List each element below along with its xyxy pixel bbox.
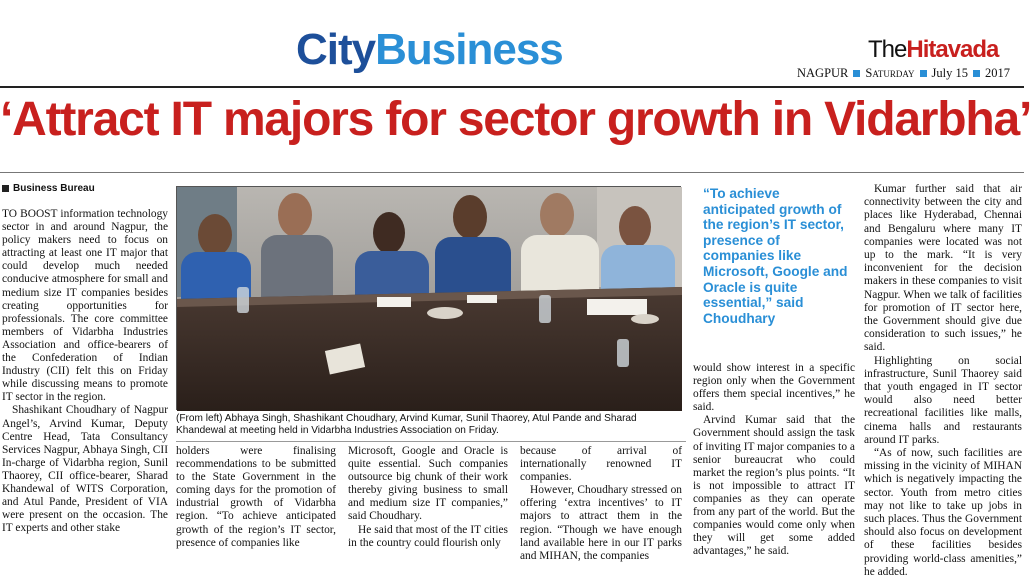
- paragraph: holders were finalising recommendations to be submitted to the State Government in the coming days for the promotion of industrial growth of Vidarbha region. “To achieve anticipated growth of the region’s IT sector, presence of companies like: [176, 445, 336, 549]
- paragraph: TO BOOST information technology sector in and around Nagpur, the policy makers need to focus on attracting at least one IT major that could develop much needed conducive atmosphere for small and medium size IT companies besides creating opportunities for professionals. The core committee members of Vidarbha Industries Association and office-bearers of the Confederation of Indian Industry (CII) felt this on Friday while discussing means to promote IT sector in the region.: [2, 208, 168, 404]
- meeting-photo: [176, 186, 681, 410]
- article-column-6: [864, 183, 1022, 579]
- dateline: [797, 66, 1010, 81]
- paragraph: “As of now, such facilities are missing in the vicinity of MIHAN which is negatively impacting the sector. Youth from metro cities may not like to take up jobs in such places. Thus the Government should also focus on development of these facilities besides providing world-class amenities,” he added.: [864, 447, 1022, 578]
- paragraph: Kumar further said that air connectivity between the city and places like Hyderabad, Chennai and Bengaluru where many IT companies were located was not up to the mark. “It is very inconvenient for the decision makers in these companies to visit Nagpur. When we talk of facilities for promotion of IT sector here, the Government should give due consideration to such issues,” he said.: [864, 183, 1022, 354]
- paragraph: Shashikant Choudhary of Nagpur Angel’s, Arvind Kumar, Deputy Centre Head, Tata Consultancy Services Nagpur, Abhaya Singh, CII In-charge of Vidarbha region, Sunil Thaorey, CII office-bearer, Sharad Khandewal of WITS Corporation, and Atul Pande, President of VIA were present on the occasion. The IT experts and other stake: [2, 404, 168, 535]
- article-column-4: [520, 445, 682, 563]
- paragraph: would show interest in a specific region only when the Government offers them special incentives,” he said.: [693, 362, 855, 414]
- article-column-5: [693, 362, 855, 558]
- square-bullet-icon: [920, 70, 927, 77]
- photo-caption: (From left) Abhaya Singh, Shashikant Choudhary, Arvind Kumar, Sunil Thaorey, Atul Pande and Sharad Khandewal at meeting held in Vidarbha Industries Association on Friday.: [176, 413, 637, 437]
- paragraph: He said that most of the IT cities in the country could flourish only: [348, 523, 508, 549]
- paragraph: Highlighting on social infrastructure, Sunil Thaorey said that youth engaged in IT sector would also need better recreational facilities like malls, cinema halls and restaurants around IT parks.: [864, 354, 1022, 446]
- square-bullet-icon: [2, 185, 9, 192]
- article-column-3: [348, 445, 508, 550]
- dateline-day: Saturday: [865, 66, 915, 80]
- newspaper-logo: TheHitavada: [868, 36, 999, 63]
- square-bullet-icon: [973, 70, 980, 77]
- dateline-city: NAGPUR: [797, 66, 849, 80]
- dateline-year: 2017: [985, 66, 1011, 80]
- paragraph: However, Choudhary stressed on offering ‘extra incentives’ to IT majors to attract them in the region. “Though we have enough land available here in our IT parks and MIHAN, the companies: [520, 484, 682, 562]
- article-headline: ‘Attract IT majors for sector growth in Vidarbha’: [0, 93, 1031, 146]
- section-title: CityBusiness: [296, 25, 563, 74]
- pull-quote: “To achieve anticipated growth of the region’s IT sector, presence of companies like Microsoft, Google and Oracle is quite essential,” said Choudhary: [703, 186, 848, 326]
- article-column-1: [2, 208, 168, 535]
- caption-rule: [176, 441, 686, 442]
- headline-rule: [0, 172, 1024, 173]
- paragraph: Arvind Kumar said that the Government should assign the task of inviting IT major companies to a senior bureaucrat who could market the region’s plus points. “It is not impossible to attract IT companies as they can operate from any part of the world. But the companies would come only when they will get some added advantages,” he said.: [693, 414, 855, 558]
- square-bullet-icon: [853, 70, 860, 77]
- paragraph: because of arrival of internationally renowned IT companies.: [520, 445, 682, 484]
- paragraph: Microsoft, Google and Oracle is quite essential. Such companies outsource big chunk of their work thereby giving business to small and medium size IT companies,” said Choudhary.: [348, 445, 508, 523]
- masthead: [0, 0, 1024, 88]
- masthead-rule: [0, 86, 1024, 88]
- article-column-2: [176, 445, 336, 550]
- dateline-date: July 15: [931, 66, 969, 80]
- byline: Business Bureau: [2, 183, 95, 194]
